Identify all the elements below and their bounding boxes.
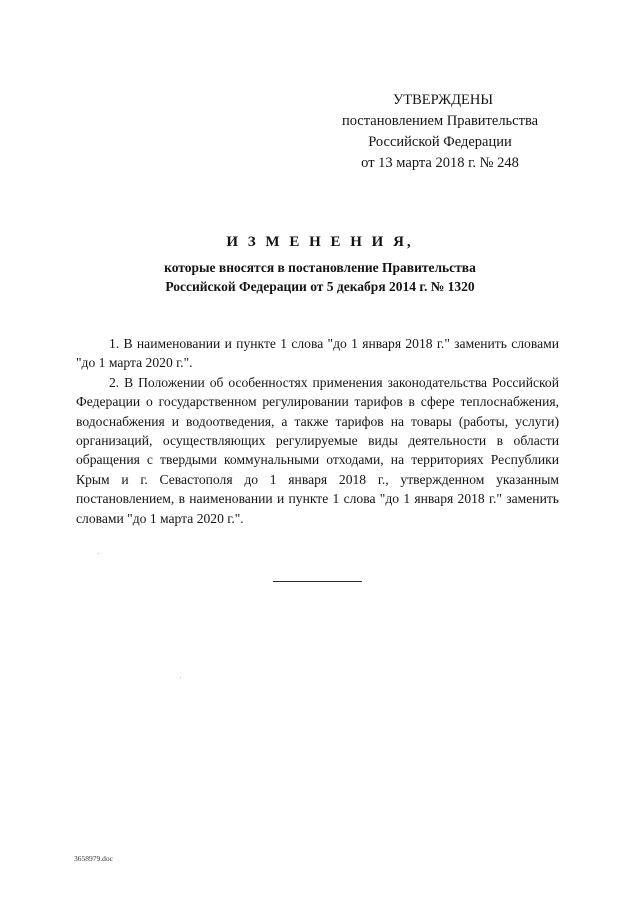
- document-body: [76, 334, 559, 528]
- document-file-id: 3658979.doc: [74, 854, 113, 863]
- document-subtitle: [120, 258, 520, 296]
- approval-date-number: от 13 марта 2018 г. № 248: [361, 155, 519, 171]
- approval-block: [340, 90, 540, 174]
- scan-speck: [98, 553, 99, 554]
- document-title: [0, 234, 640, 251]
- title-text: И З М Е Н Е Н И Я,: [226, 234, 414, 250]
- end-separator-line: [273, 581, 362, 582]
- paragraph-1: 1. В наименовании и пункте 1 слова "до 1 января 2018 г." заменить словами "до 1 марта 2020 г.".: [76, 336, 559, 371]
- approval-heading: УТВЕРЖДЕНЫ: [392, 92, 494, 108]
- subtitle-line: которые вносятся в постановление Правительства: [164, 260, 476, 275]
- approval-line: Российской Федерации: [368, 134, 512, 150]
- approval-line: постановлением Правительства: [341, 113, 539, 129]
- subtitle-line: Российской Федерации от 5 декабря 2014 г. № 1320: [165, 279, 475, 294]
- scan-speck: [180, 677, 181, 678]
- paragraph-2: 2. В Положении об особенностях применения законодательства Российской Федерации о государственном регулировании тарифов в сфере теплоснабжения, водоснабжения и водоотведения, а также тарифов на товары (работы, услуги) организаций, осуществляющих регулируемые виды деятельности в области обращения с твердыми коммунальными отходами, на территориях Республики Крым и г. Севастополя до 1 января 2018 г., утвержденном указанным постановлением, в наименовании и пункте 1 слова "до 1 января 2018 г." заменить словами "до 1 марта 2020 г.".: [76, 374, 559, 526]
